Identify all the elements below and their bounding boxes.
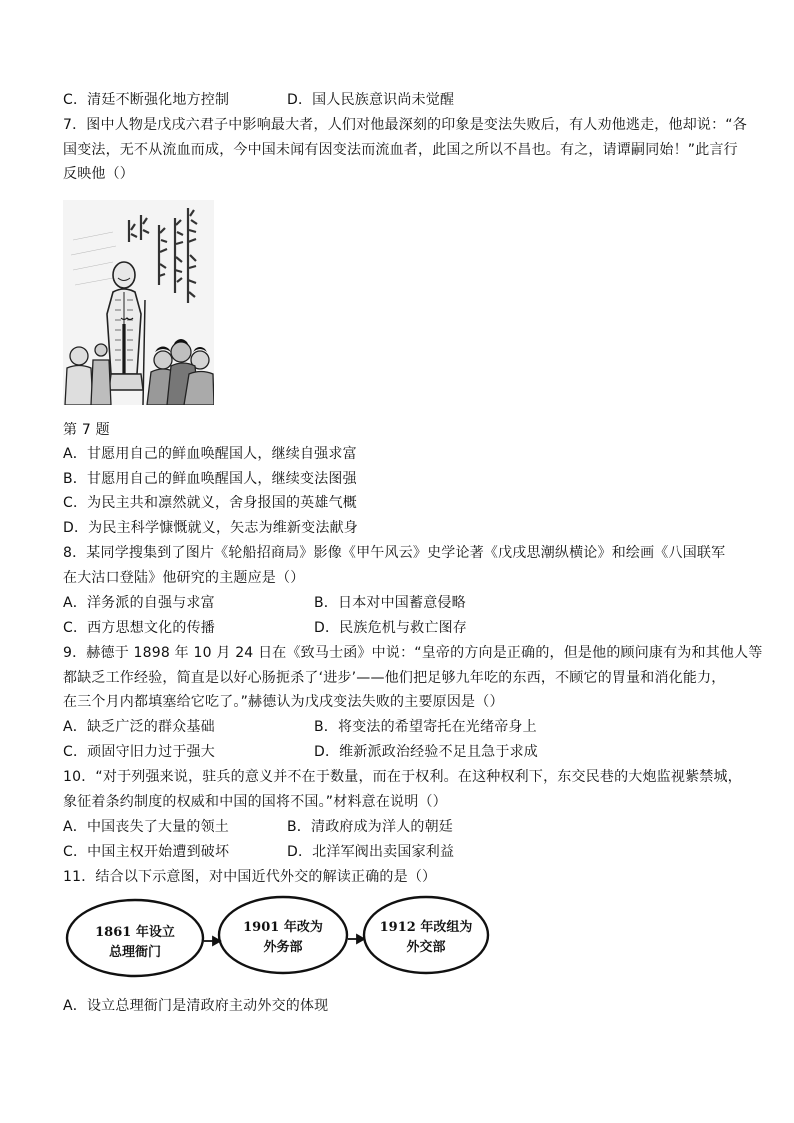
- flow-node-2-line-1: 1901 年改为: [243, 920, 323, 935]
- q9-stem-line-1: 9．赫德于 1898 年 10 月 24 日在《致马士函》中说：“皇帝的方向是正确的，但是他的顾问康有为和其他人等: [63, 645, 763, 661]
- q7-option-c: C．为民主共和凛然就义，舍身报国的英雄气概: [63, 495, 357, 511]
- q7-option-b: B．甘愿用自己的鲜血唤醒国人，继续变法图强: [63, 471, 357, 487]
- q8-stem-line-1: 8．某同学搜集到了图片《轮船招商局》影像《甲午风云》史学论著《戊戌思潮纵横论》和绘画《八国联军: [63, 545, 726, 561]
- flow-node-3-ellipse: [364, 897, 488, 973]
- q7-stem-line-2: 国变法，无不从流血而成，今中国未闻有因变法而流血者，此国之所以不昌也。有之，请谭嗣同始！”此言行: [63, 142, 738, 158]
- q9-option-b: B．将变法的希望寄托在光绪帝身上: [314, 719, 537, 735]
- tan-sitong-illustration: [63, 200, 214, 405]
- q6-option-d: D．国人民族意识尚未觉醒: [287, 92, 455, 108]
- q10-stem-line-2: 象征着条约制度的权威和中国的国将不国。”材料意在说明（）: [63, 794, 447, 810]
- q7-stem-line-3: 反映他（）: [63, 166, 134, 182]
- flow-node-1-line-1: 1861 年设立: [95, 925, 175, 940]
- flow-node-2-ellipse: [219, 897, 347, 973]
- flow-node-3-line-2: 外交部: [406, 940, 446, 955]
- q7-stem-line-1: 7．图中人物是戊戌六君子中影响最大者，人们对他最深刻的印象是变法失败后，有人劝他逃走，他却说：“各: [63, 117, 747, 133]
- flow-node-1-line-2: 总理衙门: [108, 945, 162, 960]
- q9-option-a: A．缺乏广泛的群众基础: [63, 719, 215, 735]
- q7-option-d: D．为民主科学慷慨就义，矢志为维新变法献身: [63, 520, 358, 536]
- q8-option-d: D．民族危机与救亡图存: [314, 620, 467, 636]
- q9-option-c: C．顽固守旧力过于强大: [63, 744, 215, 760]
- q9-option-d: D．维新派政治经验不足且急于求成: [314, 744, 538, 760]
- q8-option-c: C．西方思想文化的传播: [63, 620, 215, 636]
- flow-diagram-svg: [63, 893, 493, 983]
- q6-option-c: C．清廷不断强化地方控制: [63, 92, 230, 108]
- q9-stem-line-3: 在三个月内都填塞给它吃了。”赫德认为戊戌变法失败的主要原因是（）: [63, 694, 504, 710]
- flow-node-2-line-2: 外务部: [263, 940, 303, 955]
- q10-option-b: B．清政府成为洋人的朝廷: [287, 819, 454, 835]
- q11-stem: 11．结合以下示意图，对中国近代外交的解读正确的是（）: [63, 869, 437, 885]
- q10-option-c: C．中国主权开始遭到破坏: [63, 844, 230, 860]
- q7-figure-caption: 第 7 题: [63, 422, 110, 438]
- q10-stem-line-1: 10．“对于列强来说，驻兵的意义并不在于数量，而在于权利。在这种权利下，东交民巷的大炮监视紫禁城，: [63, 769, 742, 785]
- q8-option-b: B．日本对中国蓄意侵略: [314, 595, 466, 611]
- flow-node-3-line-1: 1912 年改组为: [379, 920, 473, 935]
- q7-option-a: A．甘愿用自己的鲜血唤醒国人，继续自强求富: [63, 446, 357, 462]
- q10-option-d: D．北洋军阀出卖国家利益: [287, 844, 455, 860]
- q8-stem-line-2: 在大沽口登陆》他研究的主题应是（）: [63, 570, 305, 586]
- q9-stem-line-2: 都缺乏工作经验，简直是以好心肠扼杀了‘进步’——他们把足够九年吃的东西，不顾它的胃量和消化能力，: [63, 670, 726, 686]
- q11-flow-diagram: [63, 893, 493, 983]
- q8-option-a: A．洋务派的自强与求富: [63, 595, 215, 611]
- q10-option-a: A．中国丧失了大量的领土: [63, 819, 229, 835]
- q11-option-a: A．设立总理衙门是清政府主动外交的体现: [63, 998, 329, 1014]
- q7-figure-illustration: [63, 200, 214, 405]
